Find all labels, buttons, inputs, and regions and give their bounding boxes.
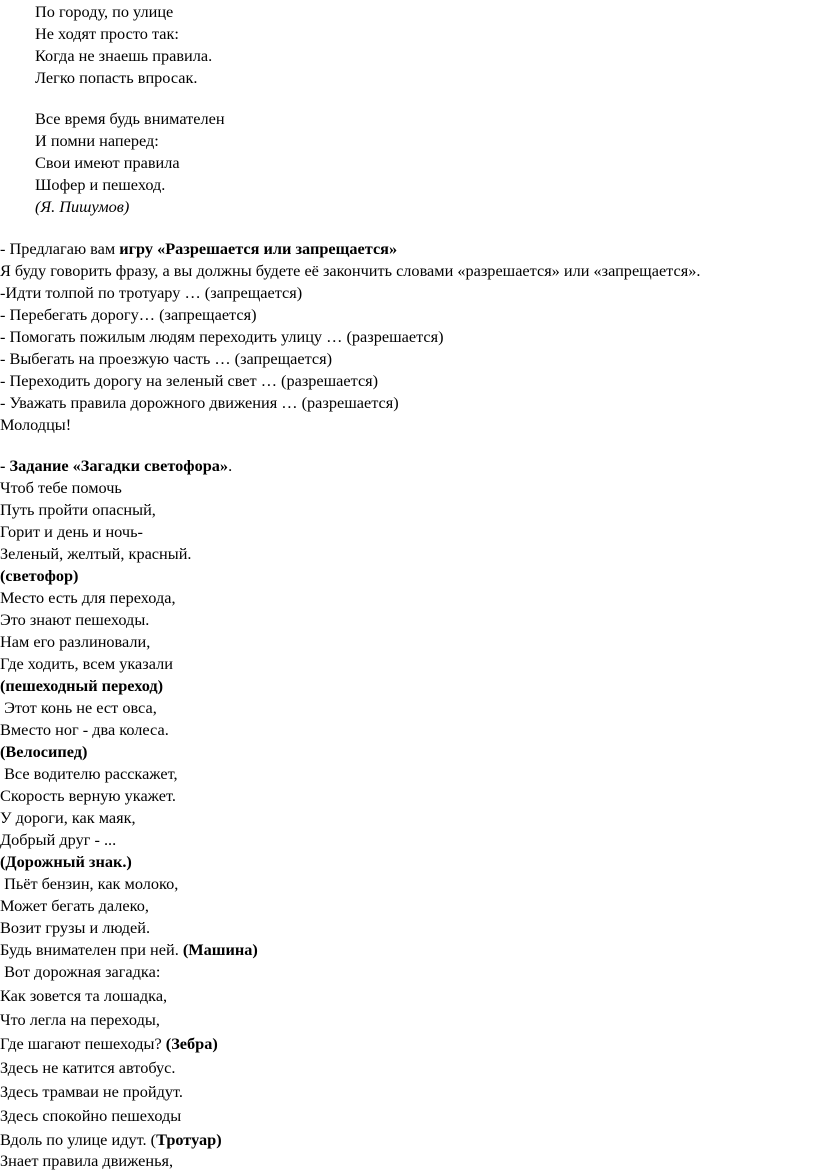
riddle-line-text: Где шагают пешеходы?: [0, 1034, 166, 1053]
riddle-line: Это знают пешеходы.: [0, 610, 150, 629]
riddle-line-text: Вдоль по улице идут. (: [0, 1130, 157, 1149]
riddle-answer: (пешеходный переход): [0, 676, 164, 695]
riddle-line: Что легла на переходы,: [0, 1010, 160, 1029]
riddle-line: Здесь спокойно пешеходы: [0, 1106, 182, 1125]
game-praise: Молодцы!: [0, 415, 72, 434]
riddle-answer: (Велосипед): [0, 742, 88, 761]
riddle-line: Как зовется та лошадка,: [0, 986, 168, 1005]
riddle-line: [0, 1033, 218, 1055]
riddle-line: Чтоб тебе помочь: [0, 478, 122, 497]
game-item: - Уважать правила дорожного движения … (разрешается): [0, 393, 399, 412]
riddle-line: Пьёт бензин, как молоко,: [0, 874, 179, 893]
game-instruction: Я буду говорить фразу, а вы должны будете её закончить словами «разрешается» или «запрещается».: [0, 261, 701, 280]
riddle-line-text: Будь внимателен при ней.: [0, 940, 183, 959]
riddle-line: Скорость верную укажет.: [0, 786, 176, 805]
riddle-line: Этот конь не ест овса,: [0, 698, 157, 717]
poem-author: (Я. Пишумов): [35, 197, 130, 216]
poem-line: Когда не знаешь правила.: [35, 46, 213, 65]
poem-line: Шофер и пешеход.: [35, 175, 166, 194]
riddles-heading: [0, 455, 232, 477]
riddle-line: Вот дорожная загадка:: [0, 962, 161, 981]
riddle-line: Добрый друг - ...: [0, 830, 117, 849]
riddle-line: Вместо ног - два колеса.: [0, 720, 169, 739]
game-item: - Перебегать дорогу… (запрещается): [0, 305, 257, 324]
riddle-answer: (Зебра): [165, 1034, 218, 1053]
poem-line: Все время будь внимателен: [35, 109, 225, 128]
game-item: - Выбегать на проезжую часть … (запрещается): [0, 349, 333, 368]
game-item: - Помогать пожилым людям переходить улицу … (разрешается): [0, 327, 444, 346]
game-item: - Переходить дорогу на зеленый свет … (разрешается): [0, 371, 379, 390]
riddle-answer: Тротуар): [156, 1130, 222, 1149]
riddle-line: Здесь не катится автобус.: [0, 1058, 176, 1077]
riddle-line: Может бегать далеко,: [0, 896, 149, 915]
riddle-line: Зеленый, желтый, красный.: [0, 544, 192, 563]
riddle-line: Путь пройти опасный,: [0, 500, 156, 519]
riddles-heading-tail: .: [228, 456, 233, 475]
game-title: игру «Разрешается или запрещается»: [119, 239, 398, 258]
riddle-line: Все водителю расскажет,: [0, 764, 178, 783]
riddle-line: Где ходить, всем указали: [0, 654, 173, 673]
riddle-line: Горит и день и ночь-: [0, 522, 143, 541]
riddle-answer: (светофор): [0, 566, 79, 585]
poem-line: И помни наперед:: [35, 131, 159, 150]
riddle-line: Возит грузы и людей.: [0, 918, 151, 937]
riddle-line: Место есть для перехода,: [0, 588, 176, 607]
game-intro-prefix: - Предлагаю вам: [0, 239, 120, 258]
riddles-heading-title: - Задание «Загадки светофора»: [0, 456, 229, 475]
game-item: -Идти толпой по тротуару … (запрещается): [0, 283, 303, 302]
riddle-line: [0, 939, 258, 961]
riddle-line: У дороги, как маяк,: [0, 808, 136, 827]
riddle-answer: (Машина): [182, 940, 258, 959]
poem-line: По городу, по улице: [35, 2, 174, 21]
riddle-line: [0, 1129, 222, 1151]
riddle-line: Здесь трамваи не пройдут.: [0, 1082, 183, 1101]
riddle-line: Знает правила движенья,: [0, 1151, 174, 1170]
game-intro: [0, 238, 397, 260]
riddle-answer: (Дорожный знак.): [0, 852, 132, 871]
poem-line: Не ходят просто так:: [35, 24, 179, 43]
poem-line: Свои имеют правила: [35, 153, 180, 172]
riddle-line: Нам его разлиновали,: [0, 632, 151, 651]
poem-line: Легко попасть впросак.: [35, 68, 198, 87]
